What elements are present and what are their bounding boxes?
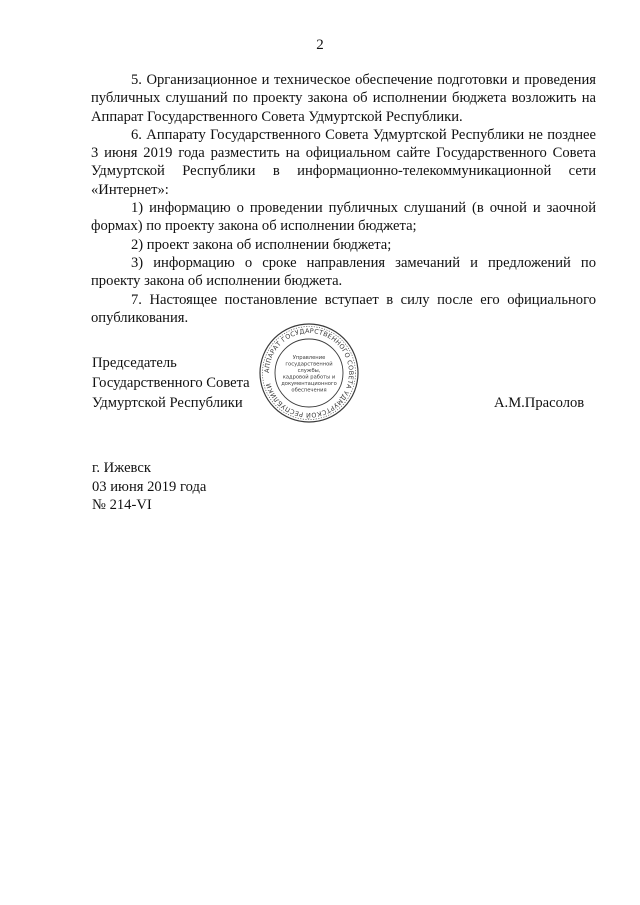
signatory-title <box>92 353 250 413</box>
seal-center-line-6: обеспечения <box>291 387 327 394</box>
seal-ring-text: АППАРАТ ГОСУДАРСТВЕННОГО СОВЕТА УДМУРТСКОЙ РЕСПУБЛИКИ <box>262 326 356 420</box>
paragraph-6-item-1: 1) информацию о проведении публичных слушаний (в очной и заочной формах) по проекту закона об исполнении бюджета; <box>91 200 596 235</box>
seal-center-line-2: государственной <box>285 361 333 368</box>
seal-center-line-1: Управление <box>292 355 326 361</box>
issue-city: г. Ижевск <box>92 460 151 476</box>
document-number: № 214-VI <box>92 497 152 513</box>
page-number: 2 <box>316 37 324 53</box>
paragraph-6: 6. Аппарату Государственного Совета Удмуртской Республики не позднее 3 июня 2019 года разместить на официальном сайте Государственного Совета Удмуртской Республики в информационно-телекоммуникационной сети «Интернет»: <box>91 126 596 198</box>
document-footer <box>92 459 206 515</box>
paragraph-6-item-2: 2) проект закона об исполнении бюджета; <box>131 236 392 253</box>
document-body <box>91 71 596 327</box>
paragraph-5: 5. Организационное и техническое обеспечение подготовки и проведения публичных слушаний по проекту закона об исполнении бюджета возложить на Аппарат Государственного Совета Удмуртской Республики. <box>91 72 596 125</box>
signatory-title-line3: Удмуртской Республики <box>92 395 243 411</box>
seal-center-line-4: кадровой работы и <box>282 374 336 381</box>
paragraph-7: 7. Настоящее постановление вступает в силу после его официального опубликования. <box>91 291 596 326</box>
issue-date: 03 июня 2019 года <box>92 478 207 495</box>
signatory-name: А.М.Прасолов <box>494 395 585 411</box>
official-seal <box>258 322 360 424</box>
seal-center-line-5: документационного <box>281 381 337 387</box>
paragraph-6-item-3: 3) информацию о сроке направления замечаний и предложений по проекту закона об исполнении бюджета. <box>91 254 596 290</box>
signatory-title-line2: Государственного Совета <box>92 375 250 391</box>
seal-center-line-3: службы, <box>297 368 321 374</box>
signatory-title-line1: Председатель <box>92 355 177 371</box>
